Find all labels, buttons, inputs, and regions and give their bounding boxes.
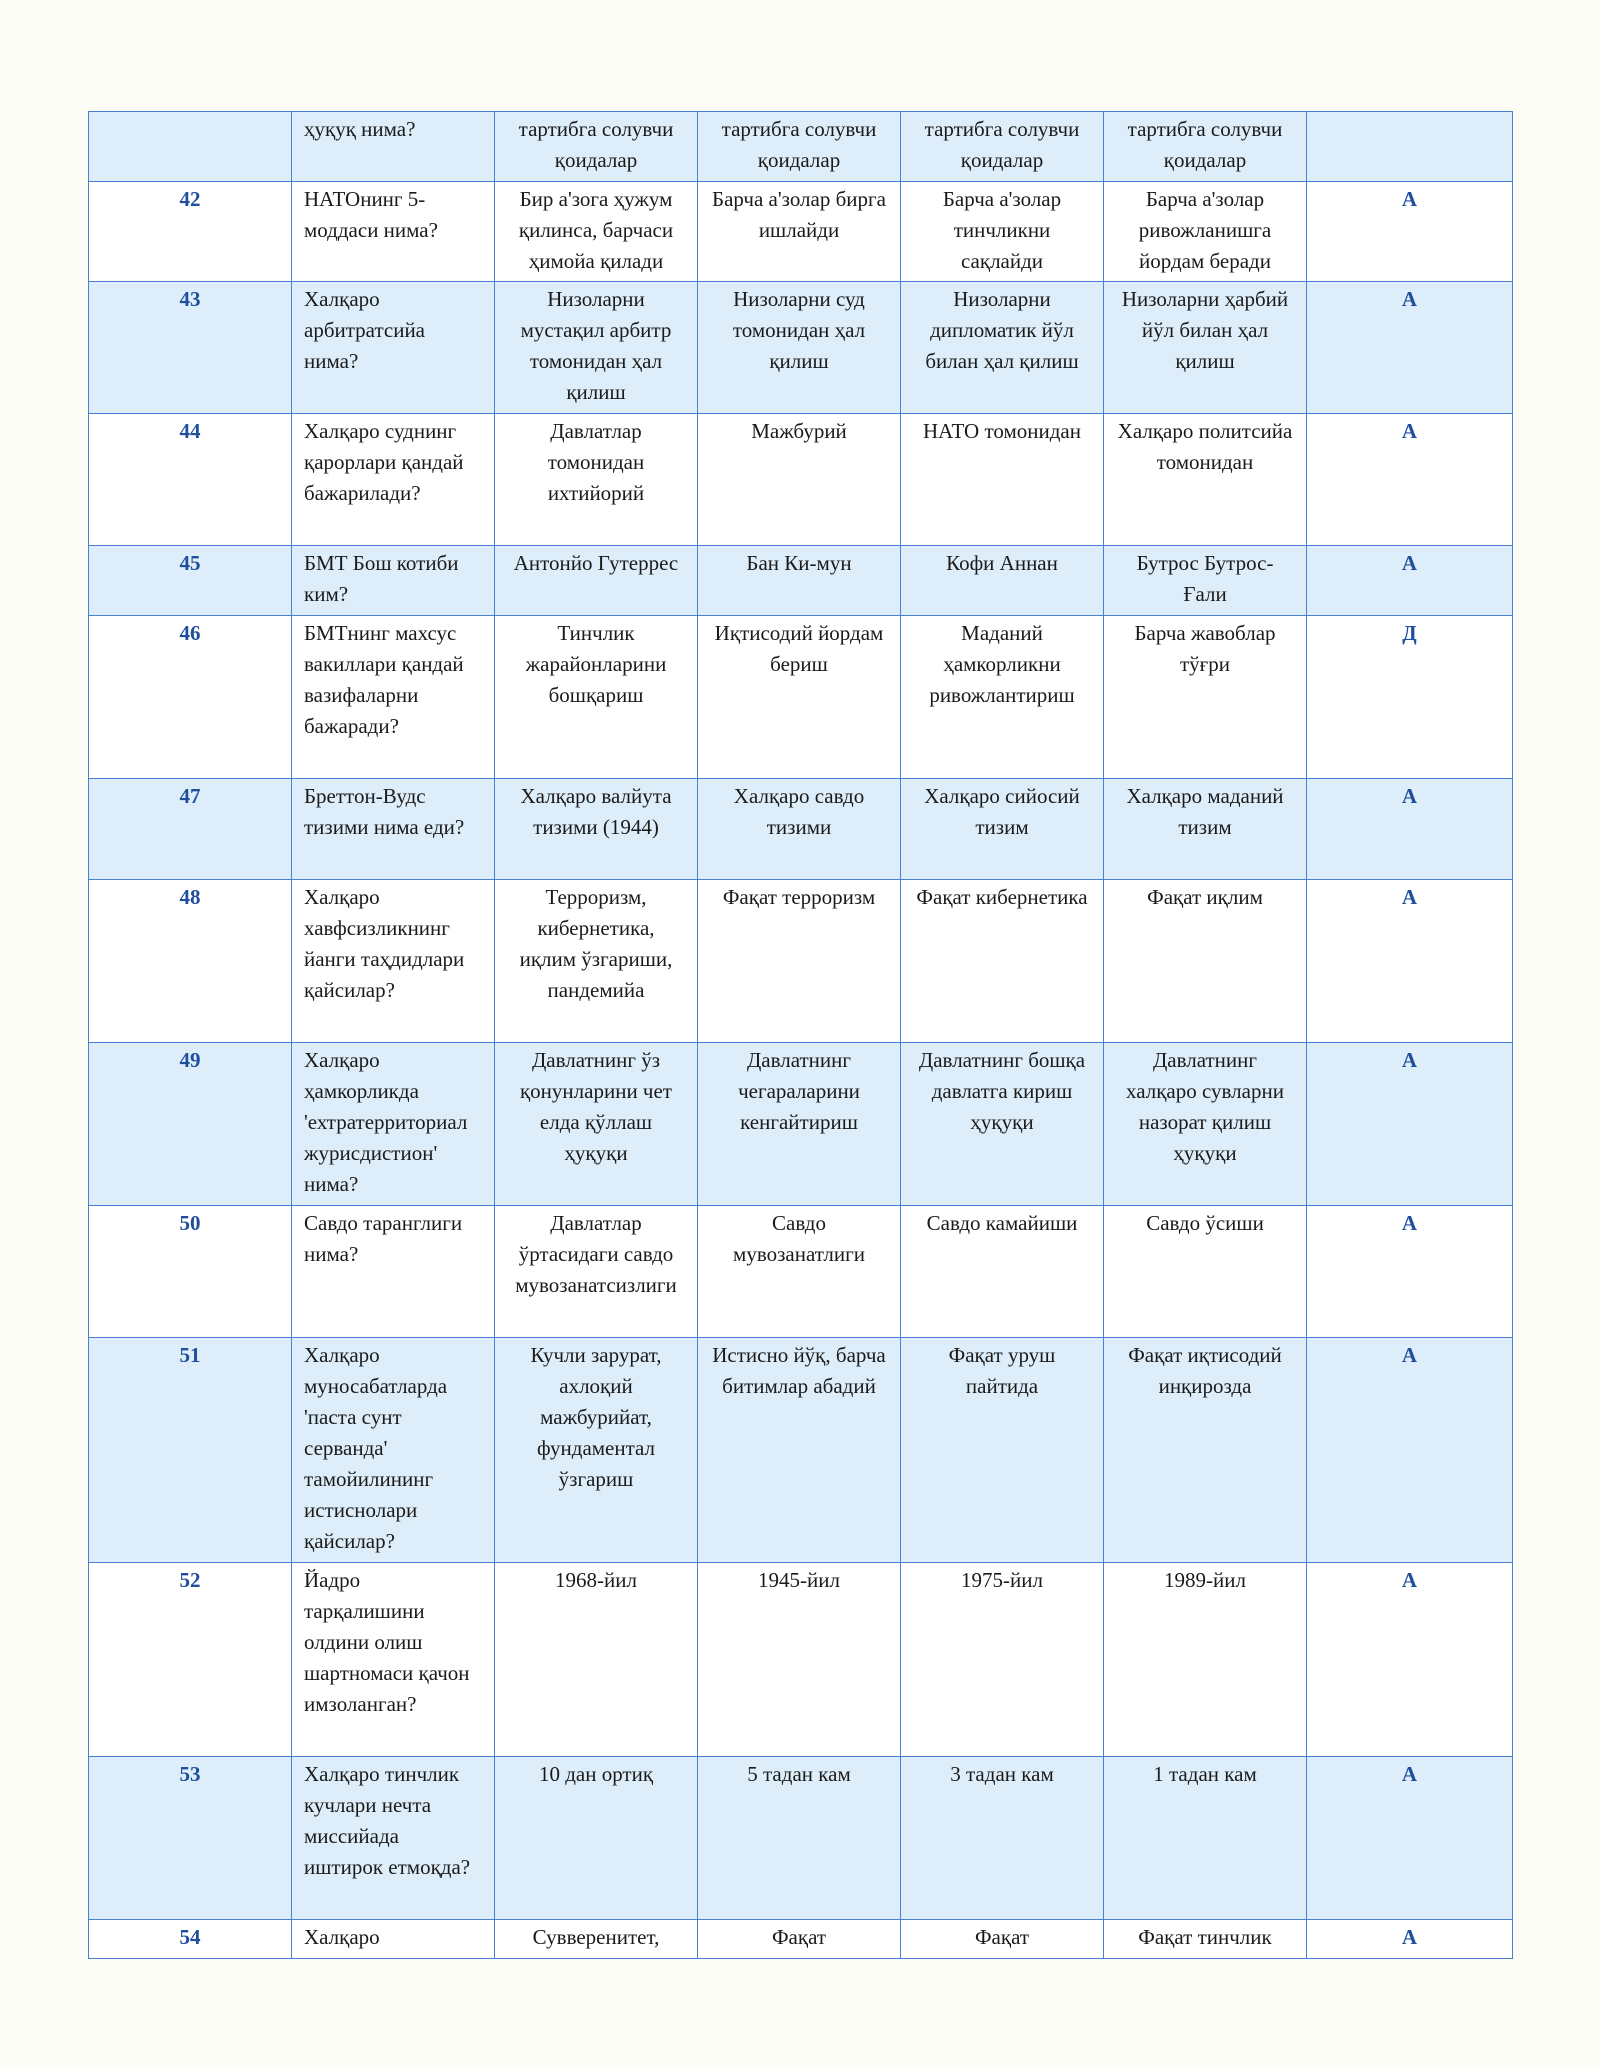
question-number [89, 112, 292, 182]
option-b: Фақат [698, 1920, 901, 1959]
option-c: Фақат уруш пайтида [901, 1338, 1104, 1563]
table-row [89, 880, 1513, 1043]
question-text: Халқаро суднинг қарорлари қандай бажарилади? [292, 414, 495, 546]
option-b: 5 тадан кам [698, 1757, 901, 1920]
question-text: БМТ Бош котиби ким? [292, 546, 495, 616]
option-b: Барча а'золар бирга ишлайди [698, 182, 901, 282]
option-d: Низоларни ҳарбий йўл билан ҳал қилиш [1104, 282, 1307, 414]
table-row [89, 616, 1513, 779]
question-number: 54 [89, 1920, 292, 1959]
question-number: 44 [89, 414, 292, 546]
correct-answer: А [1307, 1338, 1513, 1563]
table-row [89, 546, 1513, 616]
question-text: Халқаро ҳамкорликда 'ехтратерриториал журисдистион' нима? [292, 1043, 495, 1206]
option-b: Истисно йўқ, барча битимлар абадий [698, 1338, 901, 1563]
table-row [89, 779, 1513, 880]
table-row [89, 112, 1513, 182]
question-text: БМТнинг махсус вакиллари қандай вазифаларни бажаради? [292, 616, 495, 779]
option-d: Давлатнинг халқаро сувларни назорат қилиш ҳуқуқи [1104, 1043, 1307, 1206]
option-a: Кучли зарурат, ахлоқий мажбурийат, фундаментал ўзгариш [495, 1338, 698, 1563]
option-d: 1 тадан кам [1104, 1757, 1307, 1920]
option-c: Фақат кибернетика [901, 880, 1104, 1043]
correct-answer: А [1307, 1757, 1513, 1920]
option-a: Тинчлик жарайонларини бошқариш [495, 616, 698, 779]
option-b: тартибга солувчи қоидалар [698, 112, 901, 182]
table-row [89, 1920, 1513, 1959]
question-text: Халқаро тинчлик кучлари нечта миссийада иштирок етмоқда? [292, 1757, 495, 1920]
table-row [89, 282, 1513, 414]
option-d: Фақат тинчлик [1104, 1920, 1307, 1959]
option-a: Суввеpенитет, [495, 1920, 698, 1959]
correct-answer: А [1307, 282, 1513, 414]
table-row [89, 1043, 1513, 1206]
correct-answer: А [1307, 779, 1513, 880]
table-row [89, 182, 1513, 282]
option-c: Барча а'золар тинчликни сақлайди [901, 182, 1104, 282]
option-c: 1975-йил [901, 1563, 1104, 1757]
option-c: Низоларни дипломатик йўл билан ҳал қилиш [901, 282, 1104, 414]
option-c: Давлатнинг бошқа давлатга кириш ҳуқуқи [901, 1043, 1104, 1206]
option-b: Давлатнинг чегараларини кенгайтириш [698, 1043, 901, 1206]
correct-answer: А [1307, 414, 1513, 546]
table-row [89, 1206, 1513, 1338]
option-d: Халқаро маданий тизим [1104, 779, 1307, 880]
question-number: 51 [89, 1338, 292, 1563]
option-b: 1945-йил [698, 1563, 901, 1757]
question-number: 48 [89, 880, 292, 1043]
option-c: Фақат [901, 1920, 1104, 1959]
option-a: Давлатлар томонидан ихтийорий [495, 414, 698, 546]
option-b: Савдо мувозанатлиги [698, 1206, 901, 1338]
question-number: 47 [89, 779, 292, 880]
correct-answer: А [1307, 1920, 1513, 1959]
option-a: 1968-йил [495, 1563, 698, 1757]
option-b: Бан Ки-мун [698, 546, 901, 616]
option-c: Халқаро сийосий тизим [901, 779, 1104, 880]
question-text: Халқаро [292, 1920, 495, 1959]
option-d: тартибга солувчи қоидалар [1104, 112, 1307, 182]
option-a: 10 дан ортиқ [495, 1757, 698, 1920]
option-b: Иқтисодий йордам бериш [698, 616, 901, 779]
question-text: НАТОнинг 5-моддаси нима? [292, 182, 495, 282]
option-a: тартибга солувчи қоидалар [495, 112, 698, 182]
option-d: Фақат иқтисодий инқирозда [1104, 1338, 1307, 1563]
question-text: Савдо таранглиги нима? [292, 1206, 495, 1338]
option-a: Антонйо Гутеррес [495, 546, 698, 616]
question-text: Халқаро арбитратсийа нима? [292, 282, 495, 414]
option-d: 1989-йил [1104, 1563, 1307, 1757]
question-number: 52 [89, 1563, 292, 1757]
correct-answer: А [1307, 880, 1513, 1043]
question-number: 50 [89, 1206, 292, 1338]
option-b: Фақат терроризм [698, 880, 901, 1043]
question-number: 46 [89, 616, 292, 779]
question-text: Халқаро хавфсизликнинг йанги таҳдидлари қайсилар? [292, 880, 495, 1043]
quiz-table [88, 111, 1513, 1959]
correct-answer [1307, 112, 1513, 182]
option-d: Барча жавоблар тўғри [1104, 616, 1307, 779]
option-d: Бутрос Бутрос-Ғали [1104, 546, 1307, 616]
table-row [89, 1563, 1513, 1757]
question-text: Халқаро муносабатларда 'пacта сунт серванда' тамойилининг истиснолари қайсилар? [292, 1338, 495, 1563]
question-text: Йадро тарқалишини олдини олиш шартномаси қачон имзоланган? [292, 1563, 495, 1757]
option-c: тартибга солувчи қоидалар [901, 112, 1104, 182]
correct-answer: Д [1307, 616, 1513, 779]
option-d: Савдо ўсиши [1104, 1206, 1307, 1338]
question-number: 45 [89, 546, 292, 616]
table-row [89, 1338, 1513, 1563]
correct-answer: А [1307, 546, 1513, 616]
option-d: Барча а'золар ривожланишга йордам беради [1104, 182, 1307, 282]
correct-answer: А [1307, 1563, 1513, 1757]
question-number: 53 [89, 1757, 292, 1920]
option-a: Бир а'зога ҳужум қилинса, барчаси ҳимойа қилади [495, 182, 698, 282]
option-a: Давлатлар ўртасидаги савдо мувозанатсизлиги [495, 1206, 698, 1338]
question-number: 49 [89, 1043, 292, 1206]
option-a: Давлатнинг ўз қонунларини чет елда қўллаш ҳуқуқи [495, 1043, 698, 1206]
table-row [89, 1757, 1513, 1920]
option-c: Маданий ҳамкорликни ривожлантириш [901, 616, 1104, 779]
option-a: Халқаро валйута тизими (1944) [495, 779, 698, 880]
option-b: Низоларни суд томонидан ҳал қилиш [698, 282, 901, 414]
correct-answer: А [1307, 182, 1513, 282]
option-c: Савдо камайиши [901, 1206, 1104, 1338]
option-b: Мажбурий [698, 414, 901, 546]
option-a: Терроризм, кибернетика, иқлим ўзгариши, пандемийа [495, 880, 698, 1043]
option-a: Низоларни мустақил арбитр томонидан ҳал қилиш [495, 282, 698, 414]
option-b: Халқаро савдо тизими [698, 779, 901, 880]
option-c: 3 тадан кам [901, 1757, 1104, 1920]
option-d: Халқаро политсийа томонидан [1104, 414, 1307, 546]
question-text: Бреттон-Вудс тизими нима еди? [292, 779, 495, 880]
correct-answer: А [1307, 1206, 1513, 1338]
correct-answer: А [1307, 1043, 1513, 1206]
option-c: НАТО томонидан [901, 414, 1104, 546]
question-text: ҳуқуқ нима? [292, 112, 495, 182]
question-number: 43 [89, 282, 292, 414]
option-d: Фақат иқлим [1104, 880, 1307, 1043]
table-row [89, 414, 1513, 546]
option-c: Кофи Аннан [901, 546, 1104, 616]
question-number: 42 [89, 182, 292, 282]
